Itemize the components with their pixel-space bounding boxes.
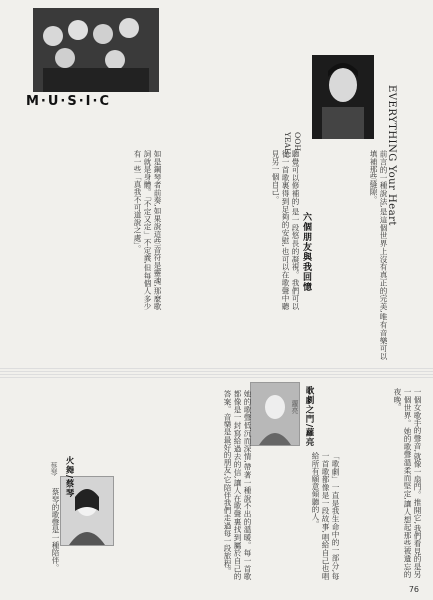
section2-body-2: 蔡琴的歌聲是一種陪伴。 — [51, 488, 60, 572]
album-cover-1 — [250, 382, 300, 446]
intro-col-a: 如是鋼琴者前奏,如果說這些音符是靈魂,那麼歌詞就是身體。「不定又定」不定義,但每個人多少有一些「真我不可道說之處」。 — [133, 150, 162, 310]
page-number: 76 — [408, 585, 419, 594]
section-divider — [0, 368, 433, 378]
band-group-photo — [33, 8, 159, 92]
section1-body-1: 一個女歌手的聲音,就像一扇門。推開它,我們看見的是另一個世界。她的歌聲溫柔而堅定,讓人想起那些被遺忘的夜晚。 — [393, 388, 422, 578]
section1-body-2: 「歌劇」一直是我生命中的一部分,每一首歌都像是一段故事,唱給自己也唱給所有願意傾聽的人。 — [311, 452, 340, 580]
intro-col-b: 聽覺可以修補的,是一段悠長的凝視。我們可以從一首歌裏得到足夠的安慰,也可以在歌聲中聽見另一個自己。 — [271, 150, 300, 310]
section1-title: 歌劇之門/蘿亮 — [304, 386, 314, 448]
singer-portrait-photo — [312, 55, 374, 139]
intro-col-d: OOH YEAH! — [283, 132, 302, 158]
intro-col-c: 前言的一種說法,是這個世界上沒有真正的完美,唯有音樂可以填補那些縫隙。 — [369, 150, 388, 360]
feature-title-cn: 六個朋友與我回憶 — [301, 212, 311, 292]
section2-body-1: 她的歌聲低沉而深情,帶著一種說不出的溫暖。每一首歌都像是一封寫給過去的信,讓人在歌聲裏找到屬於自己的答案。音樂是最好的朋友,它陪伴我們走過每一段旅程。 — [223, 390, 252, 580]
section1-credit: 蘿亮 — [291, 400, 299, 414]
section2-credit: 蔡琴 — [50, 462, 58, 476]
feature-title-en: EVERYTHING Your Heart — [386, 85, 397, 226]
section2-title: 火舞/蔡琴 — [64, 456, 74, 499]
section-title: M·U·S·I·C — [26, 94, 111, 109]
